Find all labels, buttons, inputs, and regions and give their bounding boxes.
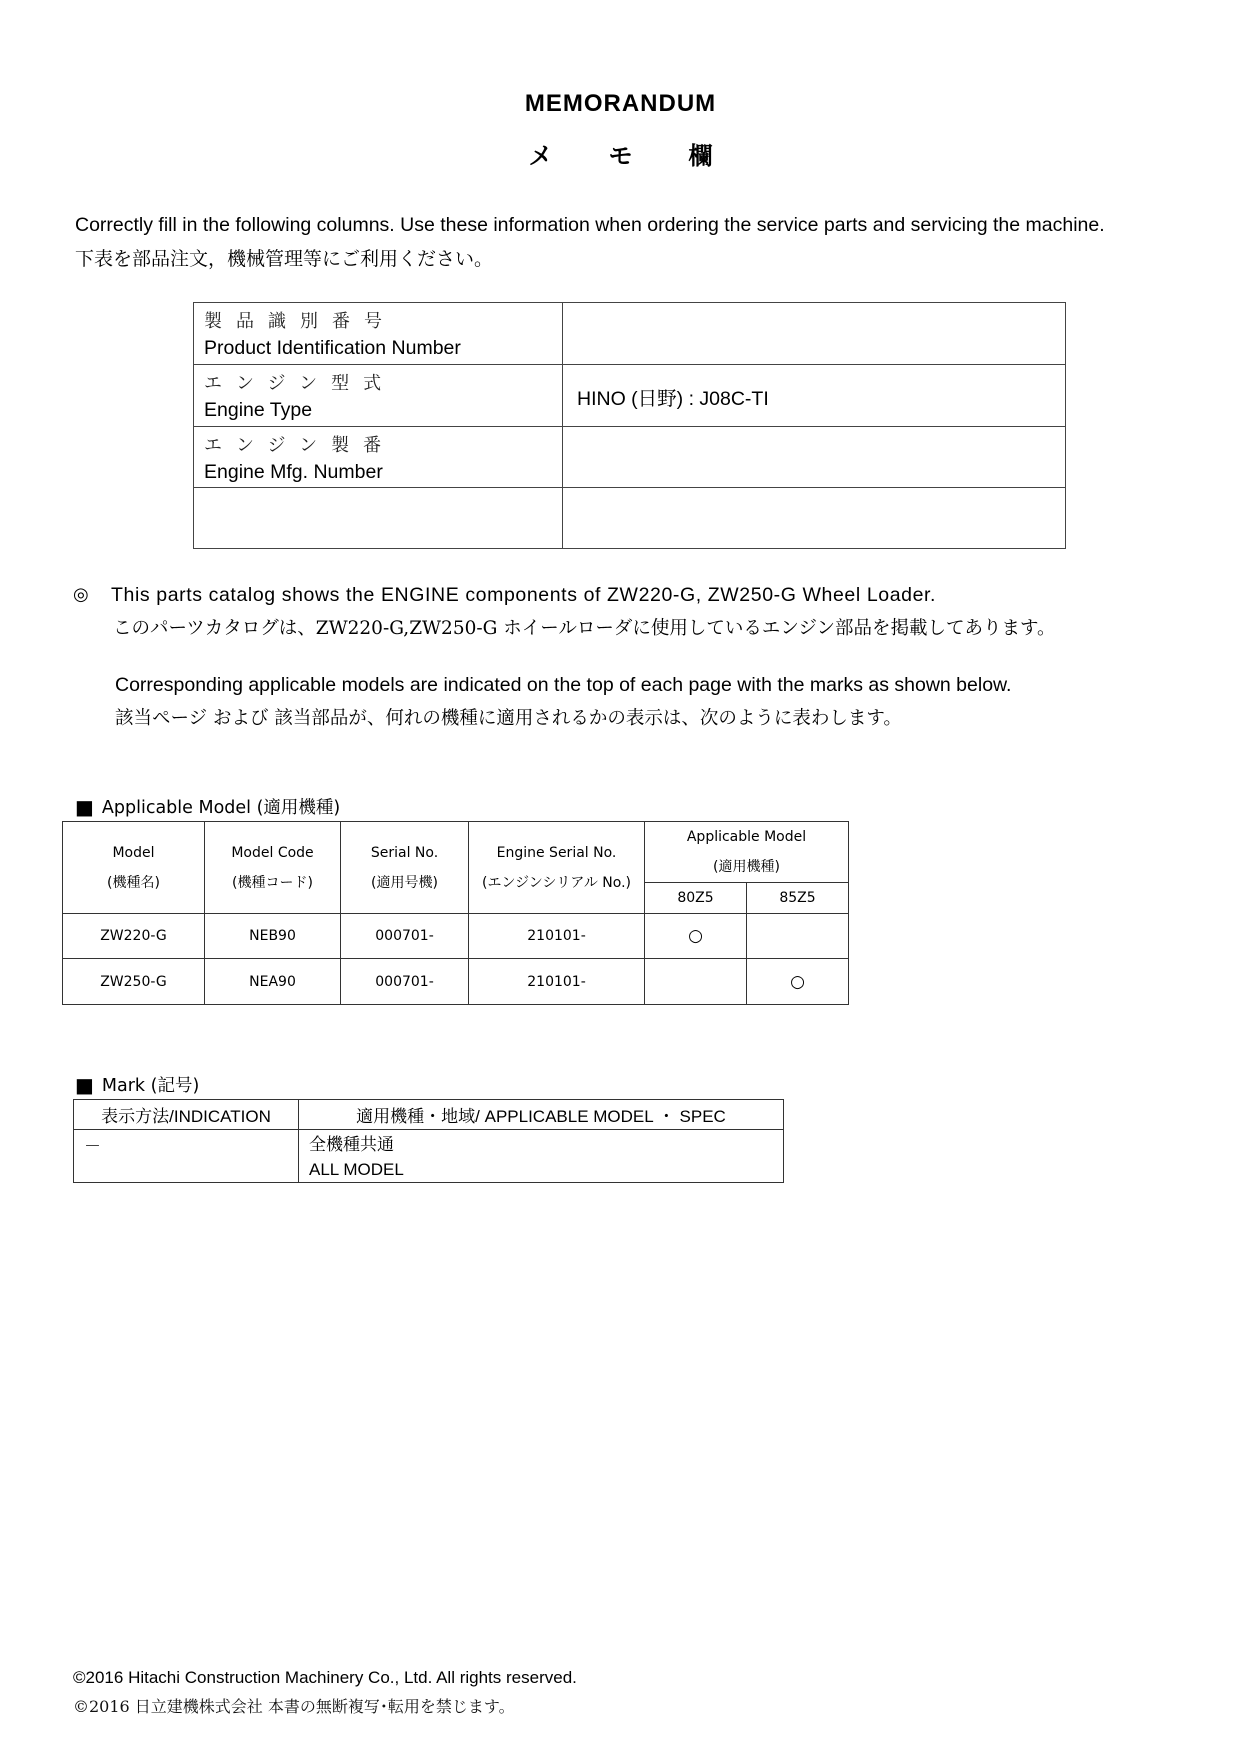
header-model-en: Model bbox=[112, 844, 155, 861]
memo-label-jp: エンジン型式 bbox=[204, 373, 396, 394]
catalog-note-jp: このパーツカタログは、ZW220-G,ZW250-G ホイールローダに使用しているエンジン部品を掲載してあります。 bbox=[113, 618, 1056, 639]
header-85z5: 85Z5 bbox=[747, 883, 849, 914]
catalog-note: This parts catalog shows the ENGINE components of ZW220-G, ZW250-G Wheel Loader. bbox=[111, 584, 937, 606]
applicable-model-heading bbox=[75, 794, 340, 819]
table-row bbox=[63, 914, 849, 959]
header-applicable-jp: (適用機種) bbox=[713, 859, 780, 875]
cell-applicable-en: ALL MODEL bbox=[309, 1160, 404, 1179]
double-circle-icon: ◎ bbox=[73, 584, 89, 605]
memo-label-cell bbox=[194, 303, 563, 365]
header-model-code-en: Model Code bbox=[231, 844, 314, 861]
memo-row-product-id bbox=[194, 303, 1065, 365]
header-serial-en: Serial No. bbox=[370, 844, 439, 861]
title-jp-char: メ bbox=[528, 142, 553, 170]
title-jp-char: 欄 bbox=[688, 142, 713, 170]
header-engine-serial-en: Engine Serial No. bbox=[496, 844, 617, 861]
header-engine-serial-jp: (エンジンシリアル No.) bbox=[481, 874, 631, 891]
cell-model: ZW250-G bbox=[63, 959, 205, 1005]
applicable-model-table bbox=[62, 821, 849, 1005]
memo-row-engine-mfg bbox=[194, 426, 1065, 488]
table-row bbox=[74, 1130, 784, 1183]
models-note: Corresponding applicable models are indicated on the top of each page with the marks as shown below. bbox=[115, 674, 1012, 696]
cell-85z5: ○ bbox=[747, 959, 849, 1005]
memo-label-en: Engine Type bbox=[204, 399, 313, 421]
cell-serial: 000701- bbox=[341, 959, 469, 1005]
header-applicable-spec: 適用機種・地域/ APPLICABLE MODEL ・ SPEC bbox=[299, 1100, 784, 1130]
header-model-jp: (機種名) bbox=[107, 874, 160, 891]
memo-label-en: Engine Mfg. Number bbox=[204, 461, 383, 483]
cell-model-code: NEA90 bbox=[205, 959, 341, 1005]
copyright: ©2016 Hitachi Construction Machinery Co., Ltd. All rights reserved. bbox=[73, 1668, 577, 1687]
cell-applicable-jp: 全機種共通 bbox=[309, 1135, 394, 1154]
cell-applicable-spec bbox=[299, 1130, 784, 1183]
cell-85z5 bbox=[747, 914, 849, 959]
page-title: MEMORANDUM bbox=[524, 90, 717, 117]
table-header-row bbox=[63, 822, 849, 883]
memo-value-cell[interactable] bbox=[563, 427, 1065, 488]
square-bullet-icon: ■ bbox=[75, 1073, 94, 1097]
memo-value-cell[interactable] bbox=[563, 303, 1065, 365]
cell-80z5 bbox=[645, 959, 747, 1005]
header-engine-serial bbox=[469, 822, 645, 914]
intro-text-jp: 下表を部品注文，機械管理等にご利用ください。 bbox=[75, 248, 494, 270]
header-applicable-en: Applicable Model bbox=[686, 829, 807, 845]
memo-value-cell[interactable] bbox=[563, 488, 1065, 549]
header-indication: 表示方法/INDICATION bbox=[74, 1100, 299, 1130]
memo-label-cell bbox=[194, 427, 563, 488]
cell-engine-serial: 210101- bbox=[469, 914, 645, 959]
header-model-code bbox=[205, 822, 341, 914]
memo-table bbox=[193, 302, 1066, 549]
mark-heading bbox=[75, 1072, 199, 1097]
engine-type-value: HINO (日野) : J08C-TI bbox=[577, 388, 769, 410]
memo-row-blank bbox=[194, 487, 1065, 549]
square-bullet-icon: ■ bbox=[75, 795, 94, 819]
cell-model-code: NEB90 bbox=[205, 914, 341, 959]
cell-80z5: ○ bbox=[645, 914, 747, 959]
memo-label-jp: エンジン製番 bbox=[204, 435, 396, 456]
title-jp-char: モ bbox=[608, 142, 633, 170]
memo-label-jp: 製品識別番号 bbox=[204, 311, 396, 332]
header-applicable bbox=[645, 822, 849, 883]
header-serial-jp: (適用号機) bbox=[371, 874, 438, 891]
header-80z5: 80Z5 bbox=[645, 883, 747, 914]
cell-engine-serial: 210101- bbox=[469, 959, 645, 1005]
models-note-jp: 該当ページ および 該当部品が、何れの機種に適用されるかの表示は、次のように表わします。 bbox=[115, 708, 902, 729]
cell-indication: － bbox=[74, 1130, 299, 1183]
memo-label-cell bbox=[194, 488, 563, 549]
table-header-row bbox=[74, 1100, 784, 1130]
intro-text: Correctly fill in the following columns. Use these information when ordering the service parts and servicing the machine. bbox=[75, 214, 1105, 236]
header-model-code-jp: (機種コード) bbox=[232, 874, 313, 891]
cell-serial: 000701- bbox=[341, 914, 469, 959]
table-row bbox=[63, 959, 849, 1005]
copyright-jp: ©2016 日立建機株式会社 本書の無断複写･転用を禁じます。 bbox=[73, 1697, 515, 1716]
page-title-jp bbox=[0, 136, 1241, 171]
header-model bbox=[63, 822, 205, 914]
memo-label-en: Product Identification Number bbox=[204, 337, 461, 359]
mark-heading-text: Mark (記号) bbox=[101, 1076, 200, 1096]
memo-label-cell bbox=[194, 365, 563, 426]
cell-model: ZW220-G bbox=[63, 914, 205, 959]
mark-table bbox=[73, 1099, 784, 1183]
applicable-model-heading-text: Applicable Model (適用機種) bbox=[101, 798, 341, 818]
header-serial bbox=[341, 822, 469, 914]
